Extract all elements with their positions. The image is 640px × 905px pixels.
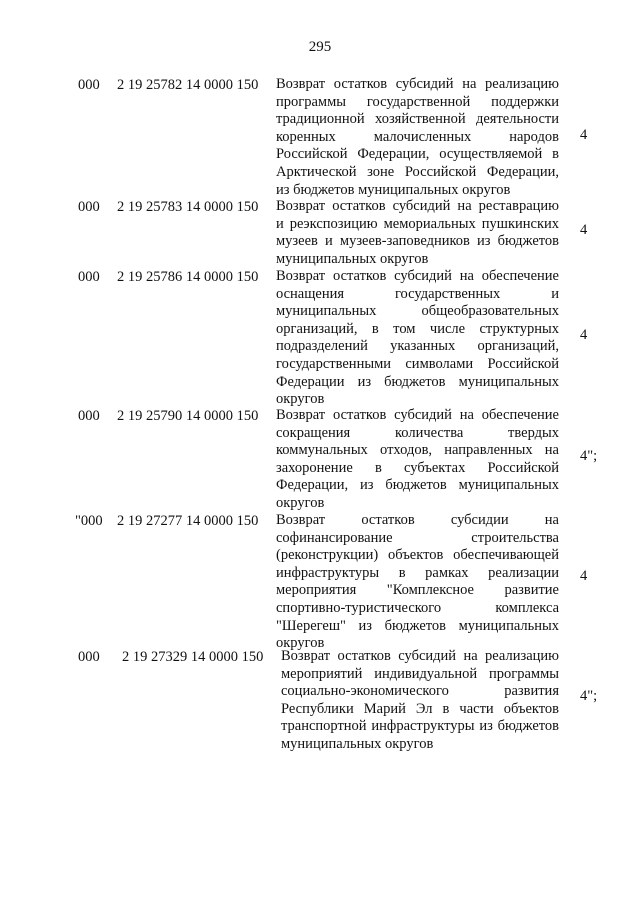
- description-line: спортивно-туристического комплекса: [276, 599, 559, 616]
- description-line: транспортной инфраструктуры из бюджетов: [281, 718, 559, 735]
- description-line: округов: [276, 494, 325, 511]
- admin-code: 000: [78, 269, 100, 285]
- description-line: программы государственной поддержки: [276, 93, 559, 110]
- description-line: социально-экономического развития: [281, 683, 559, 700]
- description-line: оснащения государственных и: [276, 285, 559, 302]
- row-description: [276, 268, 559, 409]
- description-line: Федерации из бюджетов муниципальных: [276, 373, 559, 390]
- row-description: [276, 76, 559, 199]
- description-line: сокращения количества твердых: [276, 424, 559, 441]
- description-line: государственными символами Российской: [276, 355, 559, 372]
- description-line: инфраструктуры в рамках реализации: [276, 564, 559, 581]
- page-number: 295: [308, 39, 332, 55]
- description-line: муниципальных округов: [281, 735, 434, 752]
- description-line: подразделений указанных организаций,: [276, 338, 559, 355]
- description-line: (реконструкции) объектов обеспечивающей: [276, 547, 559, 564]
- description-line: округов: [276, 391, 325, 408]
- admin-code: 000: [78, 408, 100, 424]
- admin-code: 000: [78, 649, 100, 665]
- budget-code: 2 19 25783 14 0000 150: [117, 199, 259, 215]
- budget-code: 2 19 25786 14 0000 150: [117, 269, 259, 285]
- row-description: [276, 512, 559, 653]
- description-line: захоронение в субъектах Российской: [276, 459, 559, 476]
- description-line: музеев и музеев-заповедников из бюджетов: [276, 233, 559, 250]
- description-line: Арктической зоне Российской Федерации,: [276, 163, 559, 180]
- row-value: 4: [580, 222, 588, 238]
- admin-code: "000: [75, 513, 103, 529]
- description-line: Возврат остатков субсидий на обеспечение: [276, 407, 559, 423]
- description-line: муниципальных округов: [276, 250, 429, 267]
- row-value: 4: [580, 568, 588, 584]
- description-line: коренных малочисленных народов: [276, 128, 559, 145]
- admin-code: 000: [78, 77, 100, 93]
- row-description: [276, 407, 559, 513]
- description-line: мероприятия "Комплексное развитие: [276, 582, 559, 599]
- description-line: мероприятий индивидуальной программы: [281, 665, 559, 682]
- description-line: Возврат остатков субсидий на реализацию: [276, 76, 559, 92]
- description-line: Российской Федерации, осуществляемой в: [276, 146, 559, 163]
- description-line: Возврат остатков субсидий на реализацию: [281, 648, 559, 664]
- description-line: и реэкспозицию мемориальных пушкинских: [276, 215, 559, 232]
- description-line: Возврат остатков субсидий на реставрацию: [276, 198, 559, 214]
- budget-code: 2 19 25790 14 0000 150: [117, 408, 259, 424]
- description-line: Возврат остатков субсидий на обеспечение: [276, 268, 559, 284]
- description-line: Федерации, из бюджетов муниципальных: [276, 477, 559, 494]
- budget-code: 2 19 25782 14 0000 150: [117, 77, 259, 93]
- row-description: [281, 648, 559, 754]
- description-line: округов: [276, 635, 325, 652]
- row-value: 4: [580, 127, 588, 143]
- row-value: 4: [580, 327, 588, 343]
- row-value: 4";: [580, 688, 598, 704]
- budget-code: 2 19 27277 14 0000 150: [117, 513, 259, 529]
- row-value: 4";: [580, 448, 598, 464]
- description-line: традиционной хозяйственной деятельности: [276, 111, 559, 128]
- description-line: из бюджетов муниципальных округов: [276, 181, 511, 198]
- description-line: "Шерегеш" из бюджетов муниципальных: [276, 617, 559, 634]
- admin-code: 000: [78, 199, 100, 215]
- description-line: коммунальных отходов, направленных на: [276, 442, 559, 459]
- row-description: [276, 198, 559, 268]
- description-line: Республики Марий Эл в части объектов: [281, 700, 559, 717]
- description-line: муниципальных общеобразовательных: [276, 303, 559, 320]
- description-line: софинансирование строительства: [276, 529, 559, 546]
- description-line: Возврат остатков субсидии на: [276, 512, 559, 528]
- description-line: организаций, в том числе структурных: [276, 320, 559, 337]
- budget-code: 2 19 27329 14 0000 150: [122, 649, 264, 665]
